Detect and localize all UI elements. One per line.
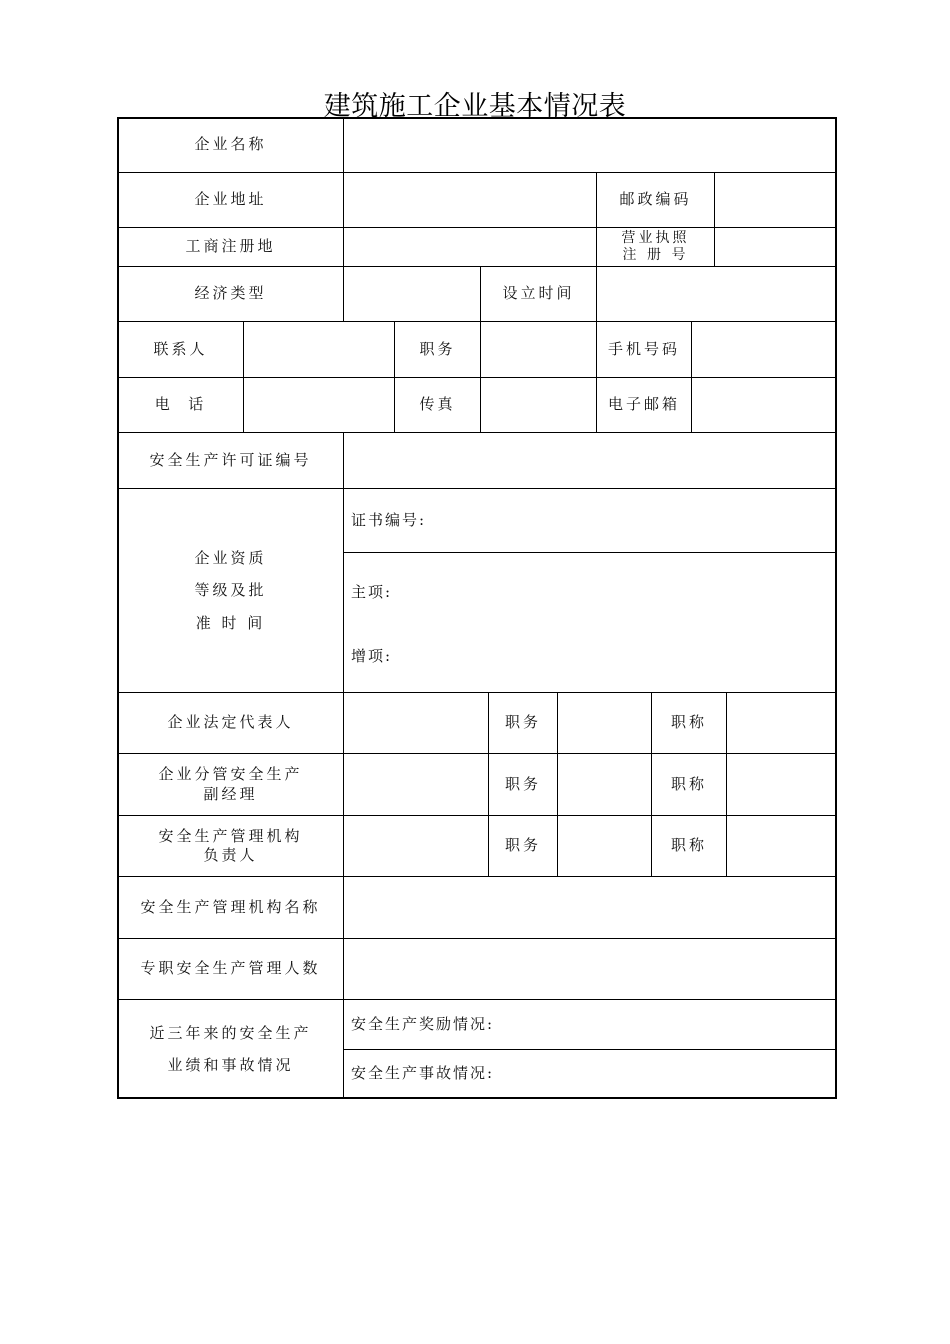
deputy-manager-label-line1: 企业分管安全生产 xyxy=(158,765,303,783)
legal-rep-title-field[interactable] xyxy=(726,692,837,754)
postal-code-label: 邮政编码 xyxy=(596,172,715,228)
certificate-no-field[interactable] xyxy=(343,488,837,553)
safety-org-head-label xyxy=(117,815,344,877)
established-time-label: 设立时间 xyxy=(480,266,597,322)
safety-org-head-position-label: 职务 xyxy=(488,815,558,877)
deputy-manager-title-label: 职称 xyxy=(651,753,727,816)
mobile-label: 手机号码 xyxy=(596,321,692,378)
economic-type-field[interactable] xyxy=(343,266,481,322)
fulltime-staff-field[interactable] xyxy=(343,938,837,1000)
safety-org-name-label: 安全生产管理机构名称 xyxy=(117,876,344,939)
legal-rep-field[interactable] xyxy=(343,692,489,754)
qualification-label-line1: 企业资质 xyxy=(194,549,267,568)
deputy-manager-position-field[interactable] xyxy=(557,753,652,816)
contact-person-label: 联系人 xyxy=(117,321,244,378)
awards-field[interactable] xyxy=(343,999,837,1050)
contact-position-label: 职务 xyxy=(394,321,481,378)
registration-place-label: 工商注册地 xyxy=(117,227,344,267)
company-name-label: 企业名称 xyxy=(117,117,344,173)
safety-org-head-title-label: 职称 xyxy=(651,815,727,877)
safety-license-no-field[interactable] xyxy=(343,432,837,489)
qualification-items-field[interactable] xyxy=(343,552,837,693)
contact-person-field[interactable] xyxy=(243,321,395,378)
legal-rep-title-label: 职称 xyxy=(651,692,727,754)
contact-position-field[interactable] xyxy=(480,321,597,378)
legal-rep-position-field[interactable] xyxy=(557,692,652,754)
phone-label: 电 话 xyxy=(117,377,244,433)
form-title: 建筑施工企业基本情况表 xyxy=(323,91,627,122)
additional-item-label: 增项: xyxy=(351,647,393,665)
fulltime-staff-label: 专职安全生产管理人数 xyxy=(117,938,344,1000)
deputy-manager-label-line2: 副经理 xyxy=(203,784,258,803)
business-license-no-field[interactable] xyxy=(714,227,837,267)
accidents-label: 安全生产事故情况: xyxy=(351,1064,495,1083)
phone-field[interactable] xyxy=(243,377,395,433)
company-address-label: 企业地址 xyxy=(117,172,344,228)
awards-label: 安全生产奖励情况: xyxy=(351,1014,495,1033)
main-item-label: 主项: xyxy=(351,583,393,601)
safety-org-head-position-field[interactable] xyxy=(557,815,652,877)
safety-org-head-label-line2: 负责人 xyxy=(203,846,258,864)
business-license-no-label-line2: 注 册 号 xyxy=(622,247,689,263)
safety-org-head-field[interactable] xyxy=(343,815,489,877)
safety-record-label-line1: 近三年来的安全生产 xyxy=(149,1023,312,1042)
registration-place-field[interactable] xyxy=(343,227,597,267)
qualification-label-line2: 等级及批 xyxy=(194,581,267,600)
mobile-field[interactable] xyxy=(691,321,837,378)
safety-record-label-line2: 业绩和事故情况 xyxy=(167,1056,294,1074)
postal-code-field[interactable] xyxy=(714,172,837,228)
deputy-manager-position-label: 职务 xyxy=(488,753,558,816)
fax-label: 传真 xyxy=(394,377,481,433)
deputy-manager-field[interactable] xyxy=(343,753,489,816)
deputy-manager-label xyxy=(117,753,344,816)
economic-type-label: 经济类型 xyxy=(117,266,344,322)
accidents-field[interactable] xyxy=(343,1049,837,1099)
email-label: 电子邮箱 xyxy=(596,377,692,433)
safety-license-no-label: 安全生产许可证编号 xyxy=(117,432,344,489)
company-address-field[interactable] xyxy=(343,172,597,228)
qualification-label xyxy=(117,488,344,693)
fax-field[interactable] xyxy=(480,377,597,433)
company-name-field[interactable] xyxy=(343,117,837,173)
deputy-manager-title-field[interactable] xyxy=(726,753,837,816)
email-field[interactable] xyxy=(691,377,837,433)
safety-record-label xyxy=(117,999,344,1099)
safety-org-name-field[interactable] xyxy=(343,876,837,939)
safety-org-head-title-field[interactable] xyxy=(726,815,837,877)
safety-org-head-label-line1: 安全生产管理机构 xyxy=(158,826,303,845)
qualification-label-line3: 准 时 间 xyxy=(195,613,266,632)
business-license-no-label xyxy=(596,227,715,267)
business-license-no-label-line1: 营业执照 xyxy=(621,229,690,246)
legal-rep-label: 企业法定代表人 xyxy=(117,692,344,754)
established-time-field[interactable] xyxy=(596,266,837,322)
certificate-no-label: 证书编号: xyxy=(351,510,427,529)
legal-rep-position-label: 职务 xyxy=(488,692,558,754)
